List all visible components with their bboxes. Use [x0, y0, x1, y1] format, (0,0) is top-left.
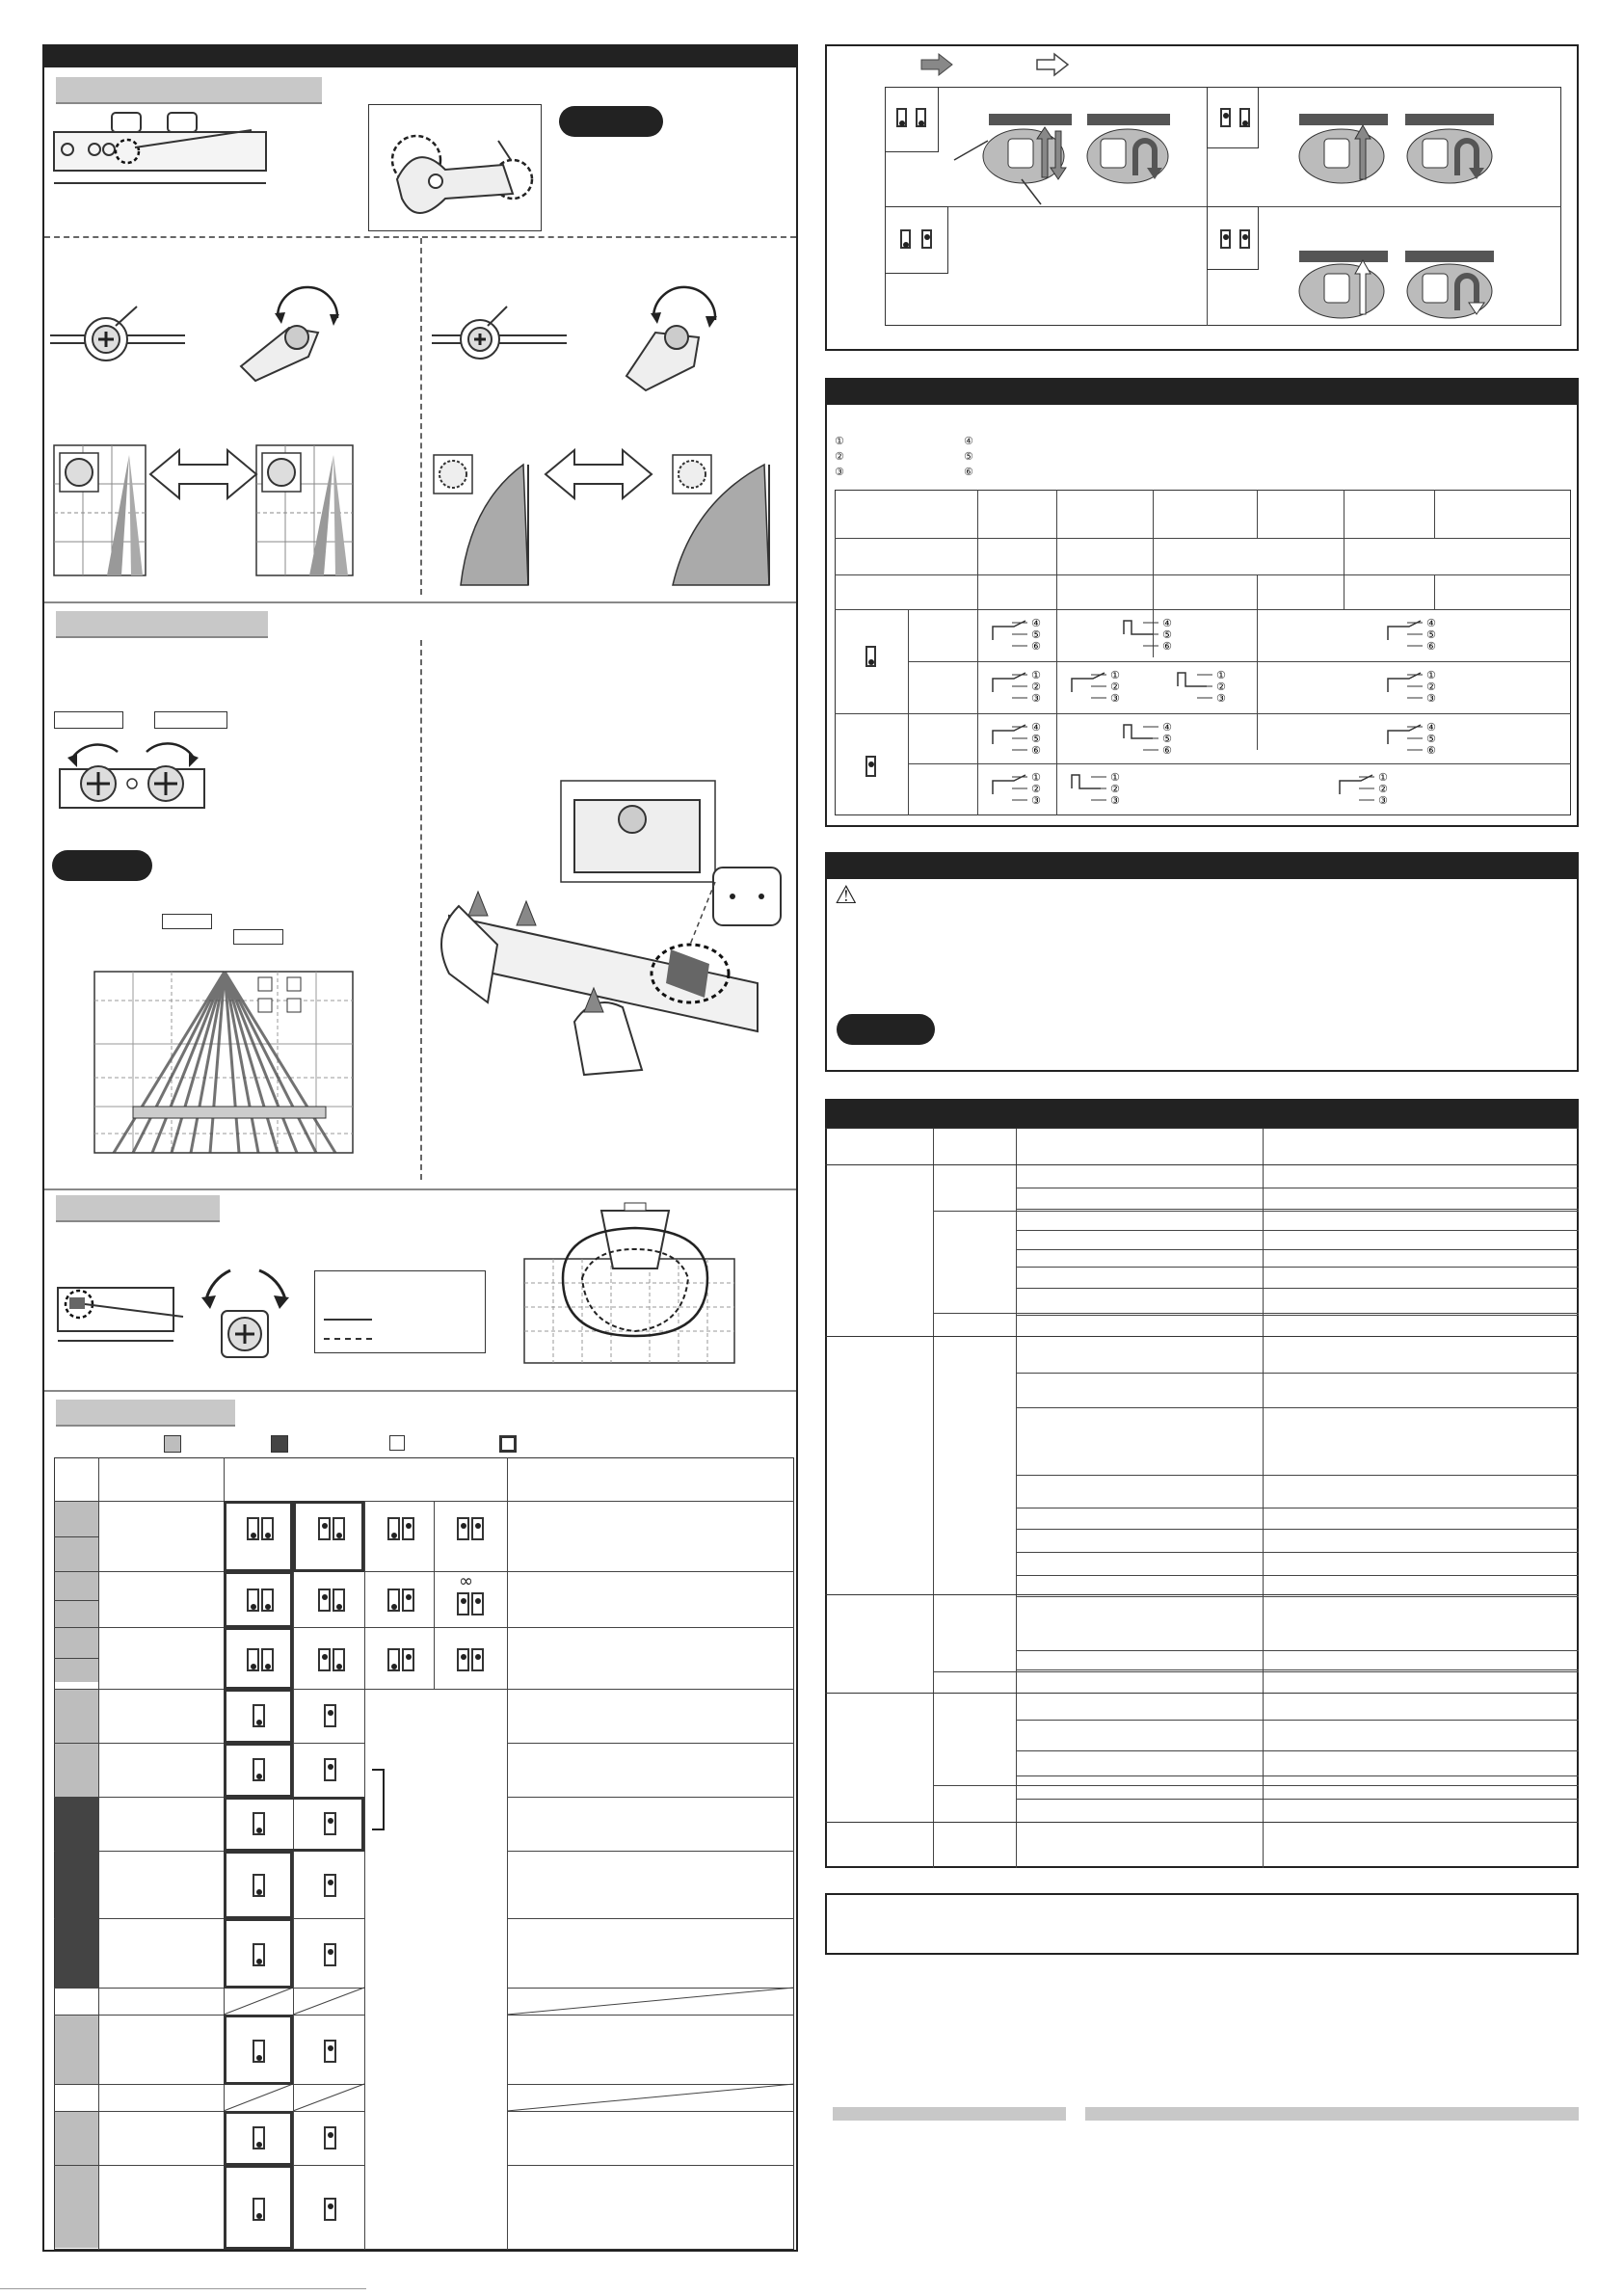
terminal-2: ② — [835, 450, 844, 463]
warning-panel — [825, 852, 1579, 1072]
dip-switch-pair — [457, 1517, 486, 1540]
setting-code-box — [233, 929, 283, 945]
spec-row-divider — [1016, 1575, 1579, 1576]
relay-contact — [1388, 669, 1436, 705]
spec-row-divider — [1016, 1669, 1579, 1670]
spec-row-divider — [1016, 1267, 1579, 1268]
dip-switch-pair — [457, 1648, 486, 1671]
table-grid — [54, 1501, 794, 1502]
table-grid — [54, 2165, 364, 2166]
spec-group-divider — [825, 1594, 1579, 1595]
relay-contact — [1072, 771, 1120, 807]
section-heading-4 — [56, 1400, 235, 1427]
relay-terminal-number: ③ — [1426, 692, 1436, 705]
warning-icon: ⚠ — [835, 881, 858, 910]
table-grid — [54, 1536, 98, 1537]
warning-header-bar — [825, 852, 1579, 879]
relay-terminal-number: ② — [1110, 783, 1120, 795]
table-shaded-cell — [55, 2165, 98, 2248]
terminal-4: ④ — [964, 435, 973, 447]
dip-switch-off — [253, 2040, 265, 2063]
spec-row-divider — [1016, 1720, 1579, 1721]
rotate-dial-icon — [197, 1261, 293, 1367]
relay-terminal-number: ② — [1216, 681, 1226, 693]
relay-terminal-number: ② — [1378, 783, 1388, 795]
divider — [44, 1390, 796, 1392]
spec-group-divider — [825, 1336, 1579, 1337]
table-shaded-cell — [55, 1501, 98, 1682]
dip-switch-pair — [457, 1592, 486, 1615]
relay-terminal-number: ⑥ — [1162, 744, 1172, 757]
dip-switch-on — [324, 1758, 336, 1781]
spec-header-bar — [825, 1099, 1579, 1128]
na-diagonal — [507, 1988, 794, 2015]
spec-row-divider — [1016, 1288, 1579, 1289]
relay-terminal-number: ④ — [1426, 721, 1436, 734]
terminal-3: ③ — [835, 466, 844, 478]
table-grid — [507, 1743, 794, 1744]
spec-group-divider — [825, 1164, 1579, 1165]
table-dark-cell — [55, 1797, 98, 1988]
spec-row-divider — [1016, 1475, 1579, 1476]
dip-switch-pair — [387, 1517, 416, 1540]
dip-switch-off — [253, 1812, 265, 1835]
dip-switch-pair — [247, 1589, 276, 1612]
section-heading-3 — [56, 1195, 220, 1222]
table-grid — [54, 1918, 364, 1919]
terminal-1: ① — [835, 435, 844, 447]
relay-terminal-number: ① — [1110, 669, 1120, 681]
spec-panel — [825, 1099, 1579, 1868]
spec-group-divider — [825, 1128, 1579, 1129]
relay-terminal-number: ③ — [1031, 692, 1041, 705]
dip-switch-pair — [247, 1517, 276, 1540]
relay-terminal-number: ④ — [1426, 617, 1436, 629]
dip-switch-pair — [318, 1517, 347, 1540]
relay-terminal-number: ④ — [1162, 721, 1172, 734]
legend-solid-line — [324, 1319, 372, 1321]
table-grid — [507, 1918, 794, 1919]
spec-grid — [1263, 1128, 1264, 1868]
legend-box — [314, 1270, 486, 1353]
dip-switch-on — [324, 1812, 336, 1835]
relay-terminal-number: ⑥ — [1426, 640, 1436, 653]
selected-setting-outline — [224, 1797, 364, 1852]
table-shaded-cell — [55, 2111, 98, 2165]
dip-switch-off — [253, 1704, 265, 1727]
relay-terminal-number: ② — [1031, 681, 1041, 693]
relay-terminal-number: ① — [1426, 669, 1436, 681]
bracket — [372, 1770, 391, 1831]
relay-contact — [1340, 771, 1388, 807]
na-diagonal — [224, 1988, 364, 2015]
relay-terminal-number: ② — [1031, 783, 1041, 795]
spec-row-divider — [1016, 1529, 1579, 1530]
spec-grid — [933, 1128, 934, 1868]
table-grid — [54, 1743, 364, 1744]
switch-settings-table — [54, 1457, 794, 2250]
table-grid — [507, 1457, 508, 2250]
dip-switch-off — [253, 1943, 265, 1966]
relay-terminal-number: ④ — [1162, 617, 1172, 629]
relay-contact — [1124, 617, 1172, 653]
note-panel — [825, 1893, 1579, 1955]
relay-terminal-number: ① — [1216, 669, 1226, 681]
relay-terminal-number: ① — [1031, 771, 1041, 784]
table-grid — [507, 1797, 794, 1798]
spec-row-divider — [1016, 1552, 1579, 1553]
relay-terminal-number: ⑥ — [1426, 744, 1436, 757]
relay-contact — [993, 721, 1041, 757]
dip-switch-pair — [247, 1648, 276, 1671]
relay-terminal-number: ③ — [1110, 692, 1120, 705]
table-shaded-cell — [55, 2015, 98, 2084]
coverage-pattern-diagram — [524, 1201, 736, 1365]
relay-terminal-number: ③ — [1216, 692, 1226, 705]
table-grid — [54, 1600, 98, 1601]
relay-terminal-number: ② — [1110, 681, 1120, 693]
spec-group-divider — [825, 1822, 1579, 1823]
legend-white-swatch — [389, 1435, 405, 1451]
spec-subgroup-divider — [933, 1313, 1579, 1314]
relay-terminal-number: ⑤ — [1426, 733, 1436, 745]
table-grid — [54, 2015, 364, 2016]
legend-light-swatch — [164, 1435, 181, 1453]
table-grid — [98, 1457, 99, 2250]
relay-terminal-number: ② — [1426, 681, 1436, 693]
relay-contact — [1178, 669, 1226, 705]
spec-subgroup-divider — [933, 1211, 1579, 1212]
relay-terminal-number: ④ — [1031, 617, 1041, 629]
dip-switch-pair — [318, 1589, 347, 1612]
dip-switch-off — [253, 1874, 265, 1897]
dip-switch-pair — [387, 1589, 416, 1612]
relay-terminal-number: ⑤ — [1031, 628, 1041, 641]
relay-terminal-number: ① — [1378, 771, 1388, 784]
sensor-angle-illustration — [58, 1278, 193, 1346]
table-grid — [434, 1501, 435, 1690]
relay-contact — [1072, 669, 1120, 705]
legend-bold-swatch — [499, 1435, 517, 1453]
footer-bar-left — [833, 2107, 1066, 2121]
dip-switch-on — [324, 2040, 336, 2063]
table-grid — [293, 1501, 294, 2250]
dip-switch-on — [324, 1943, 336, 1966]
legend-dashed-line — [324, 1338, 372, 1340]
dip-switch-off — [253, 2198, 265, 2221]
relay-terminal-number: ⑥ — [1162, 640, 1172, 653]
table-grid — [364, 1501, 365, 2250]
relay-terminal-number: ① — [1031, 669, 1041, 681]
relay-terminal-number: ③ — [1378, 794, 1388, 807]
table-grid — [507, 2165, 794, 2166]
relay-terminal-number: ④ — [1031, 721, 1041, 734]
spec-row-divider — [1016, 1799, 1579, 1800]
table-grid — [54, 1689, 794, 1690]
spec-row-divider — [1016, 1596, 1579, 1597]
relay-terminal-number: ⑤ — [1162, 733, 1172, 745]
terminal-5: ⑤ — [964, 450, 973, 463]
relay-contact — [1124, 721, 1172, 757]
divider — [44, 1188, 796, 1190]
dip-switch-off — [253, 2126, 265, 2149]
spec-row-divider — [1016, 1249, 1579, 1250]
infinity-symbol: ∞ — [459, 1571, 473, 1591]
dip-switch-on — [324, 1874, 336, 1897]
spec-row-divider — [1016, 1230, 1579, 1231]
table-grid — [54, 1658, 98, 1659]
relay-contact — [993, 771, 1041, 807]
spec-subgroup-divider — [933, 1671, 1579, 1672]
spec-row-divider — [1016, 1315, 1579, 1316]
setting-code-box — [162, 914, 212, 929]
spec-grid — [1016, 1128, 1017, 1868]
footer-bar-right — [1085, 2107, 1579, 2121]
na-diagonal — [224, 2084, 364, 2111]
relay-terminal-number: ⑤ — [1426, 628, 1436, 641]
spec-row-divider — [1016, 1407, 1579, 1408]
dip-switch-pair — [318, 1648, 347, 1671]
na-diagonal — [507, 2084, 794, 2111]
spec-group-divider — [825, 1693, 1579, 1694]
table-grid — [507, 1851, 794, 1852]
spec-row-divider — [1016, 1209, 1579, 1210]
dip-switch-on — [324, 2198, 336, 2221]
table-grid — [507, 2111, 794, 2112]
table-grid — [54, 2111, 364, 2112]
relay-contact — [1388, 617, 1436, 653]
table-grid — [54, 1627, 794, 1628]
relay-terminal-number: ③ — [1110, 794, 1120, 807]
crop-line — [0, 2288, 366, 2289]
dip-switch-pair — [387, 1648, 416, 1671]
note-badge-2 — [52, 850, 152, 881]
terminal-6: ⑥ — [964, 466, 973, 478]
spec-subgroup-divider — [933, 1785, 1579, 1786]
dip-switch-on — [324, 2126, 336, 2149]
relay-terminal-number: ⑥ — [1031, 640, 1041, 653]
beam-pattern-diagram — [94, 972, 355, 1155]
relay-terminal-number: ① — [1110, 771, 1120, 784]
note-badge-3 — [837, 1014, 935, 1045]
relay-terminal-number: ⑥ — [1031, 744, 1041, 757]
spec-row-divider — [1016, 1373, 1579, 1374]
dip-switch-off — [253, 1758, 265, 1781]
relay-terminal-number: ③ — [1031, 794, 1041, 807]
table-grid — [507, 2015, 794, 2016]
relay-contact — [993, 669, 1041, 705]
relay-terminal-number: ⑤ — [1162, 628, 1172, 641]
spec-row-divider — [1016, 1650, 1579, 1651]
legend-dark-swatch — [271, 1435, 288, 1453]
dip-switch-on — [324, 1704, 336, 1727]
table-grid — [54, 1571, 794, 1572]
relay-contact — [1388, 721, 1436, 757]
spec-row-divider — [1016, 1775, 1579, 1776]
spec-row-divider — [1016, 1750, 1579, 1751]
relay-contact-diagrams — [0, 0, 1624, 829]
relay-terminal-number: ⑤ — [1031, 733, 1041, 745]
relay-contact — [993, 617, 1041, 653]
